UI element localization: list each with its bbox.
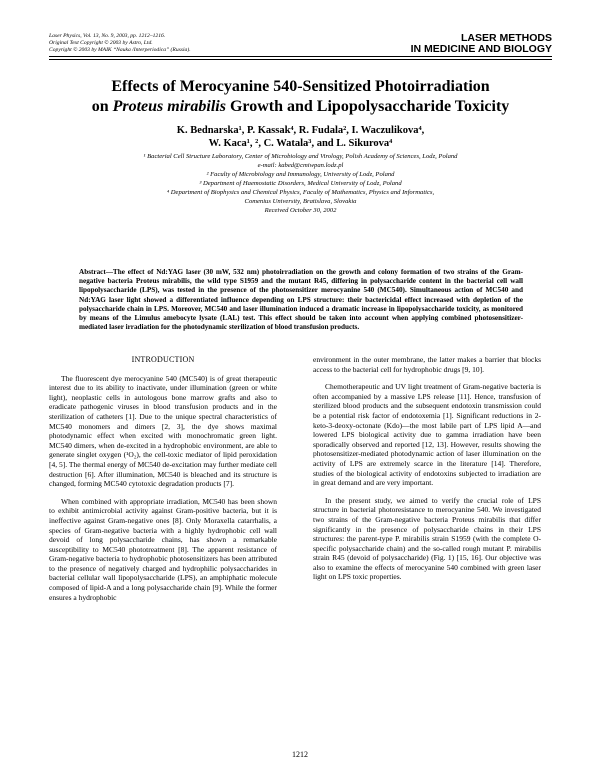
- corresponding-email: e-mail: kabed@cmiwpan.lodz.pl: [257, 162, 344, 169]
- intro-paragraph-5: In the present study, we aimed to verify the crucial role of LPS structure in bacterial photoresistance to merocyanine 540. We investigated two strains of the Gram-negative bacteria Proteus mirabilis that differ significantly in the presence of polysaccharide chains in their LPS structures: the parent-type P. mirabilis strain S1959 (with the complete O-specific polysaccharide chain) and the so-called rough mutant P. mirabilis strain R45 (devoid of polysaccharide) (Fig. 1) [15, 16]. Our objective was also to examine the effects of merocyanine 540 combined with green laser light on LPS toxic properties.: [313, 495, 541, 582]
- journal-citation: Laser Physics, Vol. 13, No. 9, 2003, pp. 1212–1216.: [49, 33, 166, 39]
- right-column: [313, 355, 541, 582]
- title-line1: Effects of Merocyanine 540-Sensitized Photoirradiation: [111, 78, 490, 95]
- affiliation-4: ⁴ Department of Biophysics and Chemical Physics, Faculty of Mathematics, Physics and Informatics,: [166, 189, 435, 196]
- intro-paragraph-2: When combined with appropriate irradiation, MC540 has been shown to exhibit antimicrobial activity against Gram-positive bacteria, but it is ineffective against Gram-negative ones [8]. Only Moraxella catarrhalis, a species of Gram-negative bacteria with a highly hydrophobic cell wall devoid of long polysaccharide chains, has shown a remarkable susceptibility to MC540 phototreatment [8]. The apparent resistance of Gram-negative bacteria to hydrophobic photosensitizers has been attributed to the presence of negatively charged and hydrophilic polysaccharides in bacterial cellular wall lipopolysaccharide (LPS), an amphiphatic molecule composed of lipid-A and a long polysaccharide chain [9]. While the former ensures a hydrophobic: [49, 496, 277, 602]
- title-line2: [49, 97, 552, 117]
- affiliation-3: ³ Department of Haemostatic Disorders, Medical University of Lodz, Poland: [199, 180, 402, 187]
- copyright-note: Copyright © 2003 by MAIK “Nauka /Interperiodica” (Russia).: [49, 47, 191, 54]
- introduction-heading: INTRODUCTION: [131, 355, 195, 364]
- left-column: [49, 355, 277, 602]
- affiliation-2: ² Faculty of Microbiology and Immunology, University of Lodz, Poland: [206, 171, 395, 178]
- journal-header: [49, 33, 191, 55]
- intro-paragraph-3: environment in the outer membrane, the latter makes a barrier that blocks access to the bacterial cell for hydrophobic drugs [9, 10].: [313, 355, 541, 374]
- author-list: [49, 124, 552, 150]
- paper-title: [49, 77, 552, 117]
- section-label: [411, 33, 552, 55]
- authors-line1: K. Bednarska¹, P. Kassak⁴, R. Fudala², I. Waczulikova⁴,: [176, 125, 425, 136]
- intro-paragraph-1: The fluorescent dye merocyanine 540 (MC540) is of great therapeutic interest due to its ability to inactivate, under illumination (green or white light), neoplastic cells in autologous bone marrow grafts and also to eradicate pathogenic viruses in blood transfusion products and in the sterilization of catheters [1]. Due to the unique spectral characteristics of MC540 monomers and dimers [2, 3], the dye shows maximal photodynamic effect when excited with monochromatic green light. MC540 dimers, when de-excited in a hydrophobic environment, are able to generate singlet oxygen (¹O₂), the cell-toxic mediator of lipid peroxidation [4, 5]. The thermal energy of MC540 de-excitation may further mediate cell destruction [6]. After illumination, MC540 is bleached and its structure is changed, forming MC540 cytotoxic degradation products [7].: [49, 373, 277, 489]
- intro-paragraph-4: Chemotherapeutic and UV light treatment of Gram-negative bacteria is often accompanied by a massive LPS release [11]. Hence, transfusion of sterilized blood products and the subsequent endotoxin transmission could be a potential risk factor of endotoxemia [1]. Significant reductions in 2-keto-3-deoxy-octonate (Kdo)—the most labile part of LPS lipid A—and lowered LPS biological activity due to gamma irradiation have been sporadically observed and reported [12, 13]. However, results showing the photosensitizer-mediated photodynamic action of laser illumination on the activity of LPS are extremely scarce in the literature [14]. Therefore, studies of the biological activity of endotoxins subjected to irradiation are in great demand and are very important.: [313, 382, 541, 488]
- page-number: 1212: [292, 750, 308, 759]
- received-date: Received October 30, 2002: [264, 207, 337, 214]
- abstract: Abstract—The effect of Nd:YAG laser (30 mW, 532 nm) photoirradiation on the growth and colony formation of two strains of the Gram-negative bacteria Proteus mirabilis, the wild type S1959 and the mutant R45, differing in polysaccharide content in the bacterial cell wall lipopolysaccharide (LPS), was tested in the presence of the photosensitizer merocyanine 540 (MC540). Simultaneous action of MC540 and Nd:YAG laser light showed a differentiated influence depending on LPS structure: their bactericidal effect increased with depletion of the polysaccharide chain in LPS. Moreover, MC540 and laser illumination induced a dramatic increase in lipopolysaccharide toxicity, as monitored by means of the Limulus amebocyte lysate (LAL) test. This effect should be taken into account when applying combined photosensitizer-mediated laser irradiation for the photodynamic sterilization of blood transfusion products.: [79, 268, 523, 332]
- original-text-note: Original Text Copyright © 2003 by Astro, Ltd.: [49, 40, 153, 47]
- title-species: Proteus mirabilis: [112, 98, 226, 115]
- title-line2-post: Growth and Lipopolysaccharide Toxicity: [225, 98, 510, 115]
- affiliation-1: ¹ Bacterial Cell Structure Laboratory, Center of Microbiology and Virology, Polish Academy of Sciences, Lodz, Poland: [143, 153, 458, 160]
- section-label-line2: IN MEDICINE AND BIOLOGY: [410, 43, 552, 55]
- section-label-line1: LASER METHODS: [460, 32, 552, 44]
- header-rule-thick: [49, 56, 552, 57]
- header-rule-thin: [49, 59, 552, 60]
- affiliation-4-cont: Comenius University, Bratislava, Slovakia: [244, 198, 357, 205]
- title-line2-pre: on: [91, 98, 113, 115]
- affiliations: [55, 152, 546, 215]
- authors-line2: W. Kaca¹, ², C. Watala³, and L. Sikurova⁴: [208, 138, 393, 149]
